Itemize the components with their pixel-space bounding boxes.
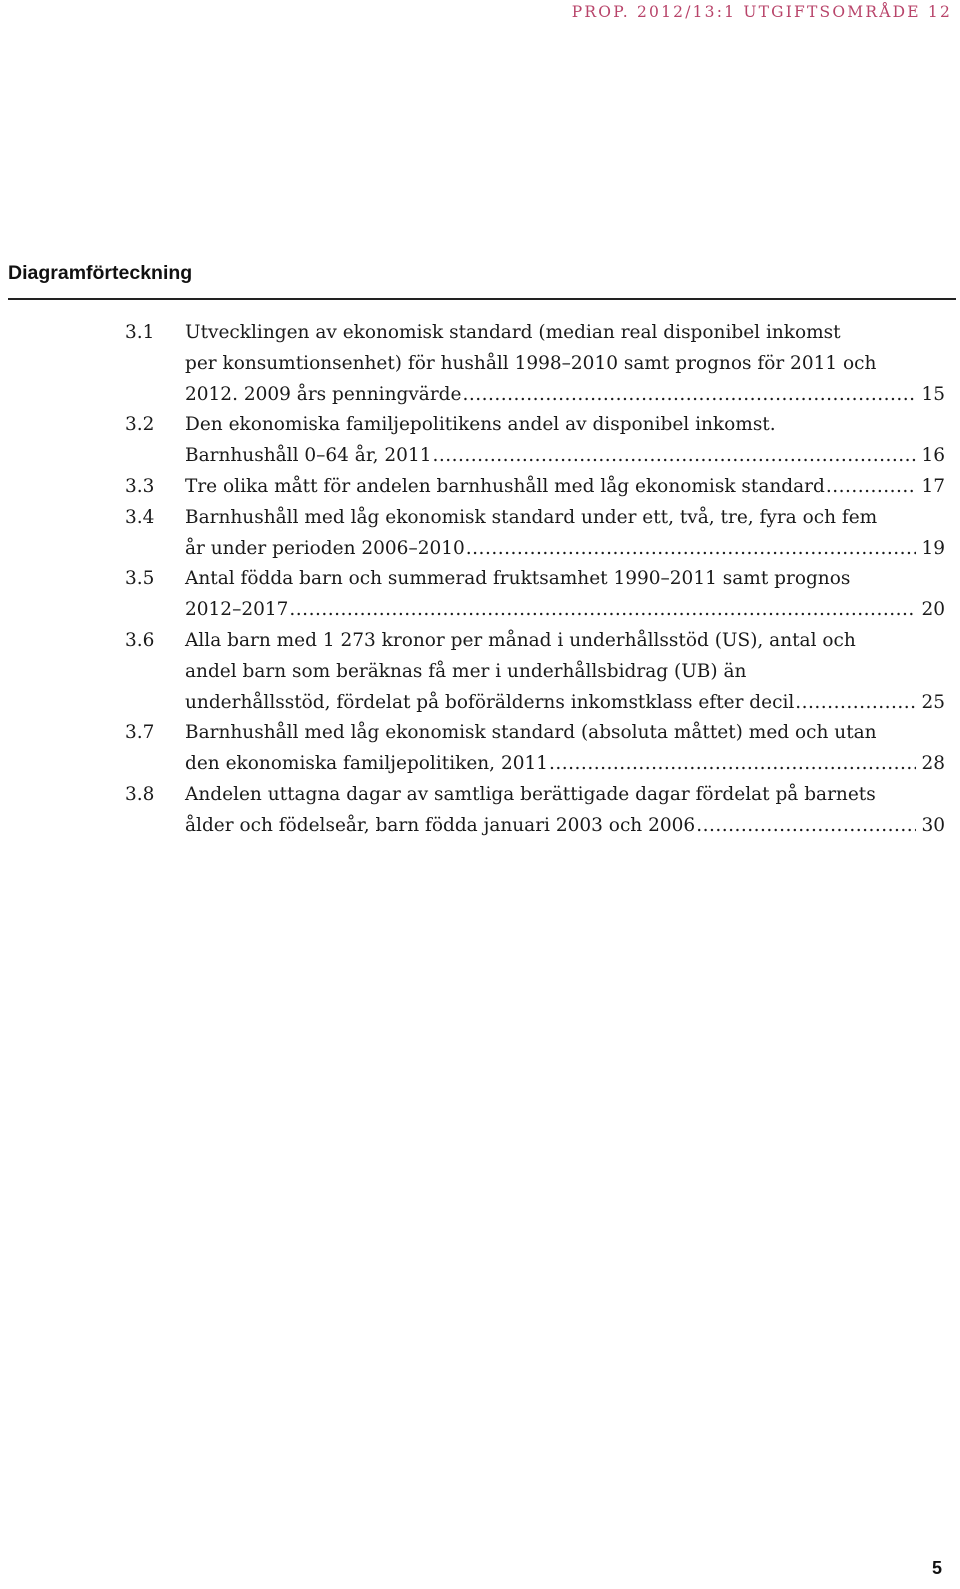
toc-entry: [125, 503, 945, 565]
toc-entry-page-number: 16: [921, 445, 945, 467]
toc-entry-number: 3.1: [125, 322, 155, 343]
toc-entry-page-number: 28: [921, 753, 945, 775]
toc-entry: [125, 410, 945, 472]
toc-entry-body: [185, 780, 945, 842]
toc-entry-body: [185, 472, 945, 503]
toc-entry-text-line: Den ekonomiska familjepolitikens andel av disponibel inkomst.: [185, 414, 776, 436]
toc-entry-page-number: 20: [921, 599, 945, 621]
toc-entry-page-number: 19: [921, 537, 945, 559]
toc-entry-number: 3.5: [125, 568, 155, 590]
toc-entry-last-line: [185, 534, 945, 565]
toc-entry-body: [185, 626, 945, 718]
toc-entry-body: [185, 318, 945, 410]
toc-entry: [125, 780, 945, 842]
toc-entry-text-line: underhållsstöd, fördelat på boförälderns inkomstklass efter decil: [185, 691, 795, 713]
toc-entry-last-line: [185, 688, 945, 719]
toc-entry-body: [185, 718, 945, 780]
toc-entry-text-line: Barnhushåll med låg ekonomisk standard (absoluta måttet) med och utan: [185, 722, 877, 744]
toc-entry-text-line: Antal födda barn och summerad fruktsamhet 1990–2011 samt prognos: [185, 568, 851, 590]
toc-entry-body: [185, 503, 945, 565]
toc-entry: [125, 318, 945, 410]
toc-entry: [125, 564, 945, 626]
running-header: PROP. 2012/13:1 UTGIFTSOMRÅDE 12: [571, 3, 952, 21]
toc-entry-text-line: Andelen uttagna dagar av samtliga berättigade dagar fördelat på barnets: [185, 783, 876, 805]
dot-leader: [465, 534, 917, 565]
toc-entry-page-number: 25: [921, 691, 945, 713]
toc-entry-last-line: [185, 441, 945, 472]
toc-entry-text-line: 2012–2017: [185, 599, 289, 621]
toc-entry-text-line: Utvecklingen av ekonomisk standard (median real disponibel inkomst: [185, 322, 841, 343]
toc-entry-last-line: [185, 749, 945, 780]
toc-entry-last-line: [185, 595, 945, 626]
dot-leader: [825, 472, 917, 503]
toc-entry-text-line: år under perioden 2006–2010: [185, 537, 465, 559]
title-rule: [8, 298, 956, 300]
toc-entry-text-line: Alla barn med 1 273 kronor per månad i underhållsstöd (US), antal och: [185, 629, 856, 651]
toc-entry-text-line: andel barn som beräknas få mer i underhållsbidrag (UB) än: [185, 660, 747, 682]
toc-entry-last-line: [185, 811, 945, 842]
toc-entry: [125, 718, 945, 780]
toc-entry-text-line: ålder och födelseår, barn födda januari 2003 och 2006: [185, 814, 696, 836]
dot-leader: [432, 441, 917, 472]
toc-entry-text-line: Barnhushåll 0–64 år, 2011: [185, 445, 432, 467]
toc-entry-number: 3.7: [125, 722, 155, 744]
toc-entry-last-line: [185, 472, 945, 503]
toc-entry-text-line: Tre olika mått för andelen barnhushåll med låg ekonomisk standard: [185, 475, 825, 497]
toc-entry-number: 3.6: [125, 629, 155, 651]
toc-entry-text-line: Barnhushåll med låg ekonomisk standard under ett, två, tre, fyra och fem: [185, 506, 878, 528]
table-of-figures: [125, 318, 945, 842]
dot-leader: [695, 811, 916, 842]
dot-leader: [794, 688, 916, 719]
toc-entry-text-line: per konsumtionsenhet) för hushåll 1998–2010 samt prognos för 2011 och: [185, 352, 877, 374]
page-number: 5: [931, 1558, 942, 1578]
toc-entry-number: 3.8: [125, 783, 155, 805]
dot-leader: [461, 380, 916, 411]
toc-entry-page-number: 15: [921, 383, 945, 405]
toc-entry: [125, 626, 945, 718]
dot-leader: [288, 595, 916, 626]
toc-entry-text-line: 2012. 2009 års penningvärde: [185, 383, 462, 405]
toc-entry-number: 3.4: [125, 506, 155, 528]
toc-entry: [125, 472, 945, 503]
section-title: Diagramförteckning: [8, 262, 193, 284]
toc-entry-page-number: 30: [921, 814, 945, 836]
toc-entry-number: 3.3: [125, 475, 155, 497]
toc-entry-page-number: 17: [921, 475, 945, 497]
toc-entry-body: [185, 564, 945, 626]
toc-entry-number: 3.2: [125, 414, 155, 436]
toc-entry-text-line: den ekonomiska familjepolitiken, 2011: [185, 753, 549, 775]
toc-entry-last-line: [185, 380, 945, 411]
toc-entry-body: [185, 410, 945, 472]
dot-leader: [548, 749, 916, 780]
